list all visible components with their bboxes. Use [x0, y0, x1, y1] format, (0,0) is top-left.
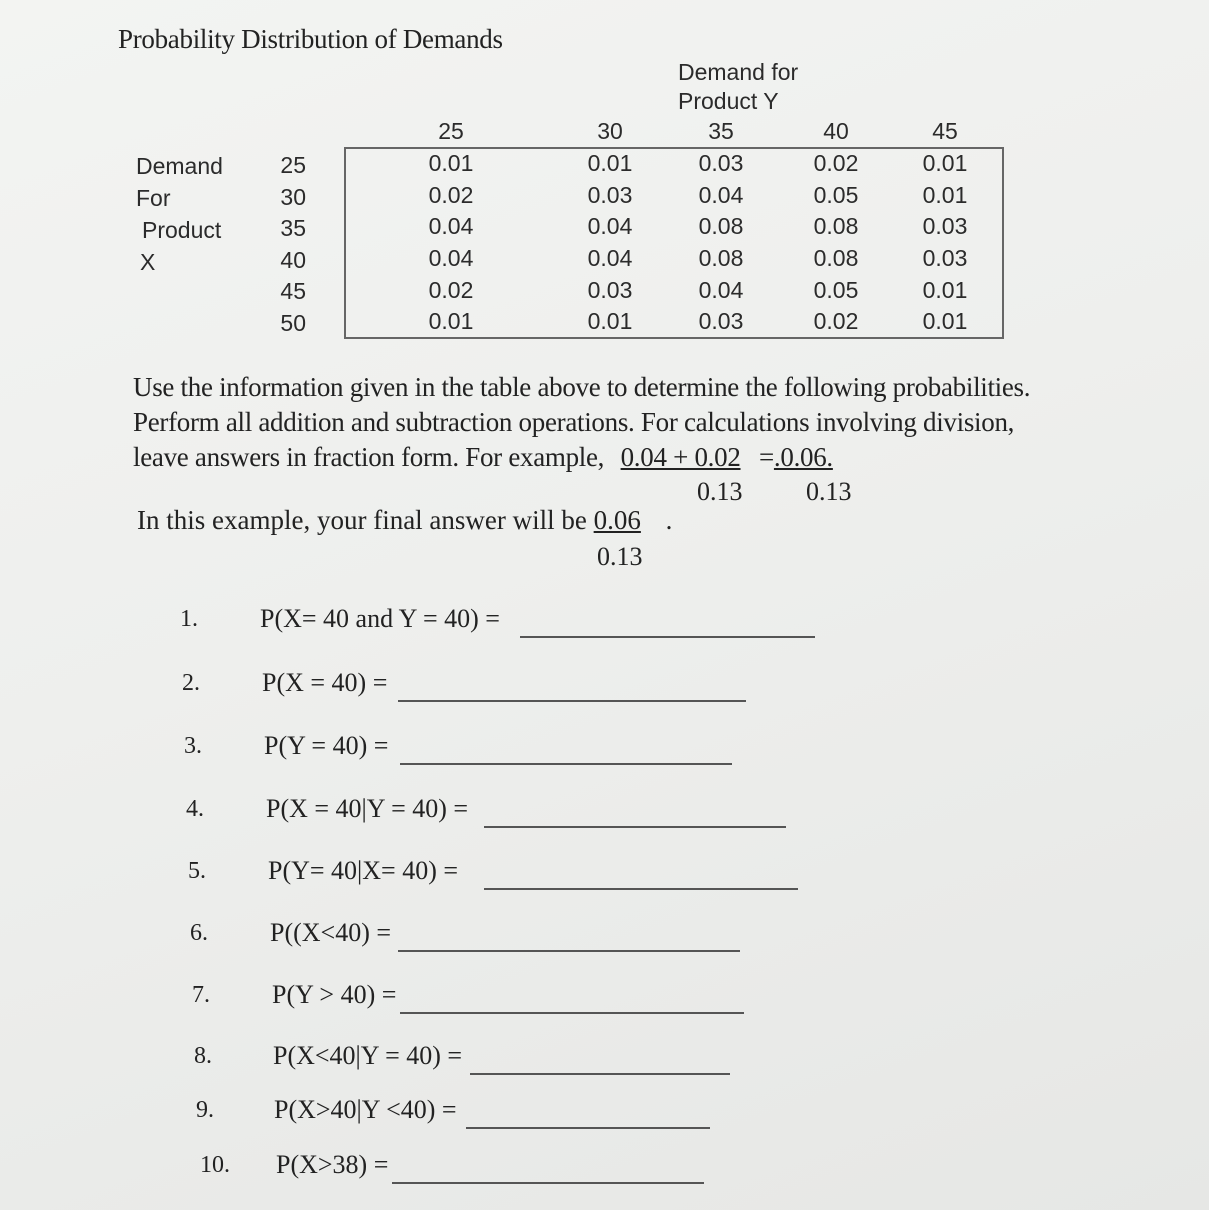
column-header: 25 — [438, 118, 464, 144]
probability-cell: 0.08 — [813, 213, 859, 239]
question-text: P(X<40|Y = 40) = — [273, 1041, 463, 1070]
probability-cell: 0.04 — [587, 245, 633, 271]
probability-cell: 0.01 — [922, 150, 968, 176]
final-answer-denominator: 0.13 — [597, 542, 643, 571]
row-header: 50 — [280, 309, 306, 336]
probability-cell: 0.03 — [587, 182, 633, 208]
answer-blank[interactable] — [484, 888, 798, 890]
product-x-label-line-4: X — [140, 249, 156, 275]
question-text: P(X = 40|Y = 40) = — [266, 794, 469, 823]
question-text: P(Y = 40) = — [264, 731, 389, 760]
probability-cell: 0.04 — [587, 213, 633, 239]
column-header: 35 — [708, 118, 734, 144]
question-number: 2. — [182, 670, 200, 696]
probability-cell: 0.04 — [428, 245, 474, 271]
instructions-line-3-text: leave answers in fraction form. For example, — [133, 442, 605, 472]
probability-cell: 0.01 — [922, 308, 968, 334]
question-number: 3. — [184, 733, 202, 759]
example-equals: = — [758, 442, 774, 472]
example-denominator-2: 0.13 — [806, 477, 852, 506]
answer-blank[interactable] — [520, 636, 815, 638]
question-number: 4. — [186, 796, 204, 822]
question-number: 10. — [200, 1152, 230, 1178]
answer-blank[interactable] — [484, 826, 786, 828]
row-headers — [276, 150, 306, 340]
row-header: 35 — [280, 215, 306, 242]
question-text: P(X= 40 and Y = 40) = — [260, 604, 500, 633]
question-text: P(X>40|Y <40) = — [274, 1095, 457, 1124]
row-header: 45 — [280, 278, 306, 305]
probability-cell: 0.03 — [587, 277, 633, 303]
probability-cell: 0.04 — [428, 213, 474, 239]
answer-blank[interactable] — [398, 700, 746, 702]
row-header: 30 — [280, 183, 306, 210]
probability-cell: 0.01 — [922, 182, 968, 208]
probability-cell: 0.03 — [922, 213, 968, 239]
question-text: P(X>38) = — [276, 1150, 389, 1179]
answer-blank[interactable] — [466, 1127, 710, 1129]
question-text: P(Y= 40|X= 40) = — [268, 856, 459, 885]
probability-cell: 0.01 — [428, 150, 474, 176]
probability-cell: 0.01 — [922, 277, 968, 303]
final-answer-line — [137, 505, 672, 536]
row-header: 25 — [280, 152, 306, 178]
final-answer-text: In this example, your final answer will be — [137, 505, 587, 535]
product-y-axis-label — [678, 58, 798, 116]
product-x-label-line-2: For — [136, 185, 171, 211]
product-y-label-line-1: Demand for — [678, 59, 799, 85]
question-number: 8. — [194, 1043, 212, 1069]
column-header: 45 — [932, 118, 958, 144]
example-numerator: 0.04 + 0.02 — [620, 442, 741, 472]
answer-blank[interactable] — [470, 1073, 730, 1075]
probability-cell: 0.02 — [813, 308, 859, 334]
probability-cell: 0.08 — [813, 245, 859, 271]
answer-blank[interactable] — [392, 1182, 704, 1184]
probability-cell: 0.02 — [428, 277, 474, 303]
probability-cell: 0.03 — [698, 150, 744, 176]
probability-cell: 0.05 — [813, 182, 859, 208]
probability-cell: 0.04 — [698, 182, 744, 208]
question-number: 7. — [192, 982, 210, 1008]
instructions-line-3 — [133, 440, 1030, 475]
probability-cell: 0.02 — [428, 182, 474, 208]
question-text: P(X = 40) = — [262, 668, 388, 697]
probability-cell: 0.03 — [922, 245, 968, 271]
instructions-line-1: Use the information given in the table above to determine the following probabilities. — [133, 372, 1031, 402]
product-y-label-line-2: Product Y — [678, 88, 779, 114]
final-answer-period: . — [665, 505, 673, 535]
question-number: 5. — [188, 858, 206, 884]
product-x-label-line-3: Product — [142, 217, 222, 243]
instructions — [133, 370, 1030, 475]
product-x-axis-label — [136, 150, 223, 278]
question-number: 6. — [190, 920, 208, 946]
probability-cell: 0.08 — [698, 245, 744, 271]
probability-cell: 0.03 — [698, 308, 744, 334]
probability-cell: 0.04 — [698, 277, 744, 303]
probability-cell: 0.02 — [813, 150, 859, 176]
probability-cell: 0.01 — [428, 308, 474, 334]
column-header: 30 — [597, 118, 623, 144]
column-header: 40 — [823, 118, 849, 144]
example-result-numerator: .0.06. — [773, 442, 833, 472]
question-text: P(Y > 40) = — [272, 980, 397, 1009]
probability-cell: 0.01 — [587, 308, 633, 334]
instructions-line-2: Perform all addition and subtraction operations. For calculations involving division, — [133, 407, 1015, 437]
probability-cell: 0.08 — [698, 213, 744, 239]
probability-cell: 0.05 — [813, 277, 859, 303]
product-x-label-line-1: Demand — [136, 153, 223, 179]
answer-blank[interactable] — [400, 1012, 744, 1014]
example-denominator-1: 0.13 — [697, 477, 743, 506]
question-text: P((X<40) = — [270, 918, 392, 947]
probability-cell: 0.01 — [587, 150, 633, 176]
document-title: Probability Distribution of Demands — [118, 24, 503, 54]
row-header: 40 — [280, 246, 306, 273]
question-number: 1. — [180, 606, 198, 632]
question-number: 9. — [196, 1097, 214, 1123]
final-answer-numerator: 0.06 — [593, 505, 641, 535]
answer-blank[interactable] — [398, 950, 740, 952]
answer-blank[interactable] — [400, 763, 732, 765]
